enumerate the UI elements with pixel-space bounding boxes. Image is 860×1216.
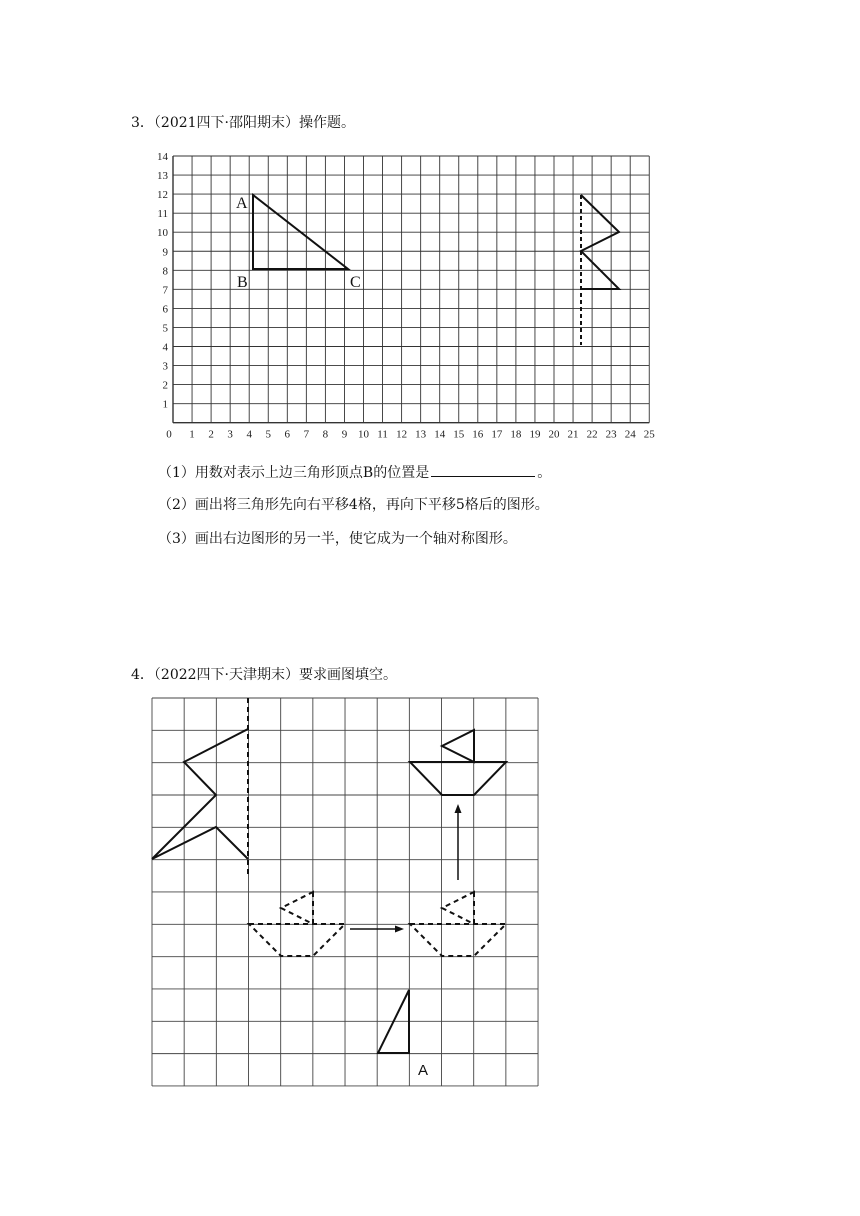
q3-x-tick-label: 24	[624, 428, 636, 441]
q4-boat-sail	[442, 730, 474, 762]
q3-y-tick-label: 9	[162, 246, 168, 259]
q3-x-tick-label: 11	[377, 428, 388, 441]
q3-y-tick-label: 12	[157, 189, 168, 202]
q3-x-tick-label: 2	[208, 428, 214, 441]
q3-y-tick-label: 4	[162, 341, 168, 354]
q4-label-a: A	[418, 1062, 429, 1079]
q3-label-b: B	[237, 274, 248, 291]
q3-x-tick-label: 19	[529, 428, 541, 441]
q3-y-tick-label: 1	[162, 398, 168, 411]
q3-x-tick-label: 7	[303, 428, 310, 441]
q3-y-tick-label: 2	[162, 379, 168, 392]
q3-x-tick-label: 1	[189, 428, 195, 441]
q3-x-tick-label: 4	[246, 428, 252, 441]
q4-number: 4．	[131, 667, 154, 683]
q3-x-tick-label: 9	[341, 428, 348, 441]
q3-x-tick-label: 8	[322, 428, 329, 441]
q4-dashed-boat-hull-left	[249, 924, 345, 956]
q4-grid-lines	[152, 698, 538, 1086]
q3-number: 3．	[131, 115, 154, 131]
q3-x-tick-label: 18	[510, 428, 522, 441]
q3-y-tick-label: 7	[162, 284, 168, 297]
q3-x-tick-label: 17	[491, 428, 503, 441]
q4-arrow-right-head	[395, 926, 404, 933]
q3-x-tick-label: 10	[358, 428, 369, 441]
q3-x-tick-label: 5	[265, 428, 271, 441]
q3-label-a: A	[236, 195, 248, 212]
q3-sub1-end: 。	[537, 465, 552, 481]
q3-x-tick-label: 12	[396, 428, 408, 441]
q4-left-half-figure	[152, 729, 248, 859]
q4-arrow-up-head	[455, 804, 462, 813]
q3-x-tick-label: 23	[605, 428, 617, 441]
q4-dashed-boat-hull-right	[410, 924, 506, 956]
q4-task: 要求画图填空。	[299, 667, 398, 683]
q3-y-tick-label: 5	[162, 322, 168, 335]
q3-sub3: （3）画出右边图形的另一半，使它成为一个轴对称图形。	[158, 531, 517, 547]
q4-dashed-boat-sail-left	[281, 892, 313, 924]
q3-x-tick-label: 0	[166, 428, 172, 441]
q4-source: （2022四下·天津期末）	[153, 667, 300, 683]
q4-dashed-boat-sail-right	[442, 892, 474, 924]
q3-x-tick-label: 15	[453, 428, 465, 441]
q3-y-tick-label: 3	[162, 360, 168, 373]
q3-sub2: （2）画出将三角形先向右平移4格，再向下平移5格后的图形。	[158, 497, 549, 513]
q3-source: （2021四下·邵阳期末）	[153, 115, 300, 131]
q3-y-tick-label: 14	[157, 151, 168, 163]
q3-x-tick-label: 20	[548, 428, 560, 441]
q3-sub1-text: （1）用数对表示上边三角形顶点B的位置是	[158, 465, 430, 481]
q3-x-tick-label: 22	[586, 428, 598, 441]
q3-x-tick-label: 21	[567, 428, 579, 441]
q3-y-tick-label: 6	[162, 303, 168, 316]
q3-y-tick-label: 11	[157, 208, 168, 221]
q3-x-tick-label: 14	[434, 428, 446, 441]
q3-x-tick-label: 3	[227, 428, 233, 441]
q3-y-tick-label: 10	[157, 227, 168, 240]
q4-boat-hull	[410, 762, 506, 795]
q3-x-tick-label: 16	[472, 428, 484, 441]
q3-x-tick-label: 25	[643, 428, 655, 441]
q3-label-c: C	[350, 274, 361, 291]
q3-task: 操作题。	[299, 115, 356, 131]
q3-y-tick-label: 13	[157, 170, 168, 183]
q3-x-tick-label: 13	[415, 428, 427, 441]
q3-y-tick-label: 8	[162, 265, 168, 278]
q3-x-tick-label: 6	[284, 428, 291, 441]
